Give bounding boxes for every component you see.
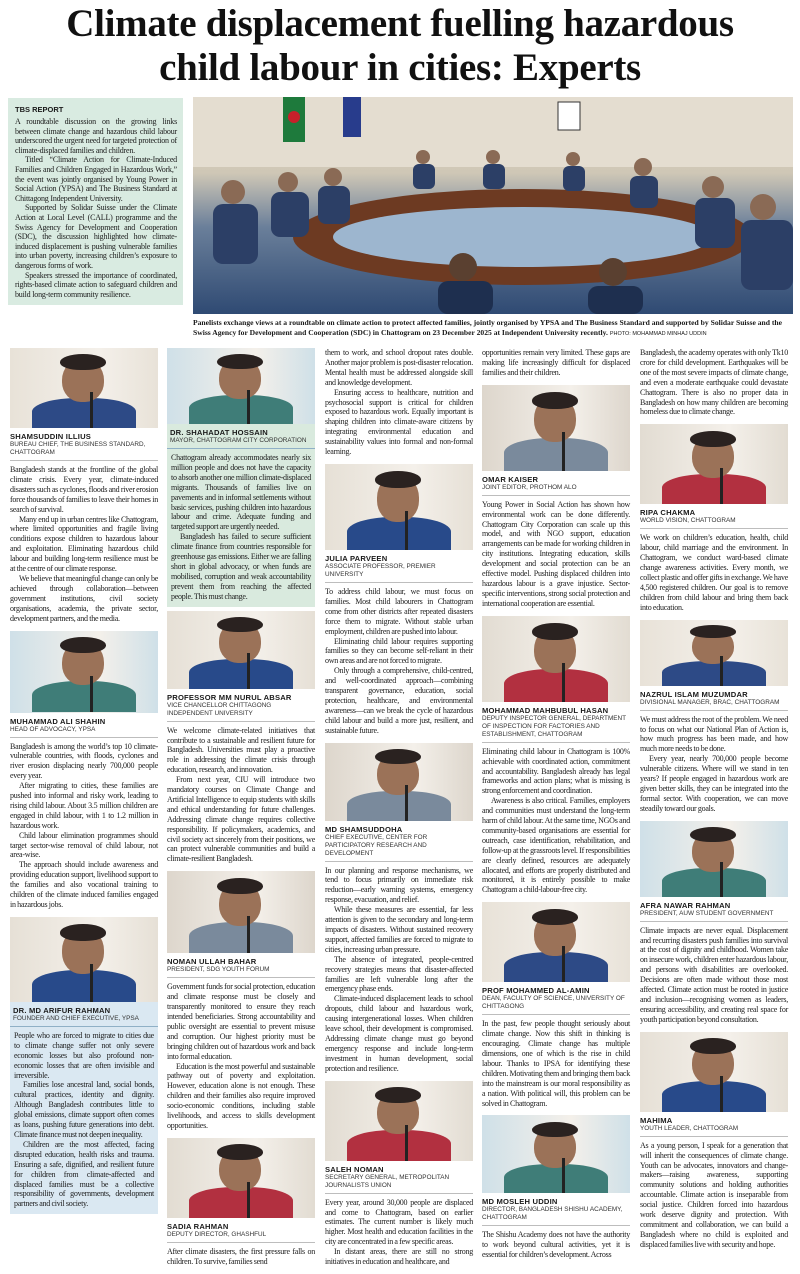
speaker-body-shape [504, 669, 608, 702]
quote-paragraph: Children are the most affected, facing disrupted education, health risks and trauma. Ensuring a safe, dignified, and resilient future for children from climate-affected and displaced families must be a collective responsibility of governments, development partners and civil society. [14, 1139, 154, 1209]
speaker-hair-shape [217, 1144, 263, 1160]
speaker-body-shape [189, 395, 293, 424]
speaker-name: MOHAMMAD MAHBUBUL HASAN [482, 705, 609, 715]
speaker-photo [10, 631, 158, 713]
intro-box [8, 98, 183, 305]
quote-paragraph: Eliminating child labour in Chattogram is 100% achievable with coordinated action, commitment and accountability. Bangladesh already has legal frameworks and action plans; what is missing is strong enforcement and coordination. [482, 746, 630, 796]
speaker-name: MD MOSLEH UDDIN [482, 1197, 558, 1207]
speaker-body-shape [504, 952, 608, 982]
quote-text [482, 747, 630, 896]
quote-paragraph: After migrating to cities, these families are pushed into informal and risky work, leading to rising child labour. About 3.5 million children are engaged in child labour, with 1 to 1.2 million in hazardous work. [10, 781, 158, 830]
quote-text [325, 348, 473, 457]
speaker-hair-shape [532, 392, 578, 409]
headline-line-1: Climate displacement fuelling hazardous [66, 2, 734, 45]
speaker-body-shape [32, 681, 136, 712]
speaker-name: SADIA RAHMAN [167, 1221, 229, 1231]
speaker-profile [167, 1138, 315, 1267]
quote-paragraph: Child labour elimination programmes should target sector-wise removal of child labour, not area-wise. [10, 830, 158, 860]
speaker-hair-shape [532, 909, 578, 925]
caption-text: Panelists exchange views at a roundtable on climate action to protect affected families, jointly organised by YPSA and The Business Standard and supported by Solidar Suisse and the Swiss Agency for Development and Cooperation (SDC) in Chattogram on 23 December 2025 at Independent University recently. [193, 318, 782, 337]
speaker-profile [482, 385, 630, 609]
quote-text [167, 1247, 315, 1267]
speaker-body-shape [504, 1164, 608, 1194]
quote-text [325, 866, 473, 1074]
speaker-title: FOUNDER AND CHIEF EXECUTIVE, YPSA [13, 1014, 139, 1022]
column-4 [482, 348, 630, 1267]
quote-paragraph: Bangladesh stands at the frontline of the global climate crisis. Every year, climate-induced disasters such as cyclones, floods and river erosion force thousands of families to leave their homes in search of survival. [10, 465, 158, 514]
speaker-profile [325, 464, 473, 736]
speaker-body-shape [662, 661, 766, 686]
quote-paragraph: To address child labour, we must focus on families. Most child labourers in Chattogram come from other districts after repeated disasters force them to migrate. Without stable urban employment, children are pushed into labour. [325, 586, 473, 636]
quote-text [10, 742, 158, 910]
speaker-photo [325, 743, 473, 821]
quote-paragraph: Bangladesh, the academy operates with only Tk10 crore for child development. Earthquakes will be one of the most severe impacts of climate change, and even a moderate earthquake could devastate Chattogram. There is also no proper data in Bangladesh on how many children are becoming homeless due to climate change. [640, 348, 788, 417]
quote-paragraph: People who are forced to migrate to cities due to climate change suffer not only severe economic losses but also profound non-economic losses that are often invisible and irreversible. [14, 1030, 154, 1080]
speaker-profile [325, 743, 473, 1074]
speaker-name: DR. SHAHADAT HOSSAIN [170, 428, 268, 437]
quote-paragraph: Ensuring access to healthcare, nutrition and psychosocial support is critical for children exposed to hazardous work. Equally important is shaping children into climate-aware citizens by integrating environmental education and sustainability values into formal and non-formal learning. [325, 387, 473, 457]
microphone-icon [247, 1182, 250, 1218]
quote-paragraph: Chattogram already accommodates nearly six million people and does not have the capacity to absorb another one million climate-displaced migrants. Thousands of families live on pavements and in informal settlements without basic services, pushing children into hazardous labour and crime. Adequate funding and targeted support are urgently needed. [171, 453, 311, 532]
speaker-title: DEPUTY DIRECTOR, GHASHFUL [167, 1230, 267, 1238]
intro-paragraph: Supported by Solidar Suisse under the Climate Action at Local Level (CALL) programme and the Swiss Agency for Development and Cooperation (SDC), the discussion highlighted how climate-induced displacement is pushing vulnerable families into urban poverty, increasing children’s exposure to dangerous forms of work. [15, 203, 177, 270]
quote-text [482, 1230, 630, 1260]
quote-paragraph: We believe that meaningful change can only be achieved through collaboration—between government institutions, civil society organisations, academia, the private sector, development partners, and the media. [10, 573, 158, 623]
speaker-hair-shape [375, 1087, 421, 1103]
speaker-photo [10, 917, 158, 1002]
speaker-body-shape [189, 922, 293, 953]
quote-paragraph: Awareness is also critical. Families, employers and communities must understand the long-term harm of child labour. At the same time, NGOs and community-based organisations are essential for outreach, case identification, rehabilitation, and follow-up at the grassroots level. If responsibilities are clearly defined, resources are adequately allocated, and efforts are properly distributed and monitored, it is entirely possible to make Chattogram a child-labour-free city. [482, 796, 630, 895]
divider [482, 1225, 630, 1226]
quote-text [640, 348, 788, 417]
quote-paragraph: Bangladesh is among the world’s top 10 climate-vulnerable countries, with floods, cyclones and river erosion displacing nearly 700,000 people every year. [10, 741, 158, 781]
quote-text [482, 348, 630, 378]
speaker-profile [482, 902, 630, 1108]
speaker-title: BUREAU CHIEF, THE BUSINESS STANDARD, CHATTOGRAM [10, 441, 146, 456]
speaker-profile [640, 424, 788, 612]
quote-text [640, 533, 788, 612]
quote-paragraph: opportunities remain very limited. These gaps are making life increasingly difficult for displaced families and their children. [482, 348, 630, 377]
speaker-photo [325, 464, 473, 550]
speaker-photo [10, 348, 158, 428]
speaker-title: PRESIDENT, SDG YOUTH FORUM [167, 966, 270, 974]
microphone-icon [247, 653, 250, 688]
speaker-profile [10, 348, 158, 624]
speaker-hair-shape [217, 354, 263, 369]
quote-paragraph: Only through a comprehensive, child-centred, and well-coordinated approach—combining transparent governance, education, social protection, healthcare, and environmental awareness—can we break the cycle of hazardous child labour and build a more just, resilient, and sustainable future. [325, 666, 473, 735]
speaker-hair-shape [217, 617, 263, 633]
headline-line-2: child labour in cities: Experts [159, 46, 641, 89]
speaker-body-shape [32, 398, 136, 428]
microphone-icon [720, 468, 723, 504]
speaker-profile [640, 1032, 788, 1250]
quote-text [10, 1031, 158, 1209]
microphone-icon [90, 964, 93, 1002]
speaker-photo [482, 1115, 630, 1193]
speaker-profile [640, 620, 788, 814]
speaker-profile [482, 1115, 630, 1260]
microphone-icon [562, 1158, 565, 1193]
speaker-hair-shape [217, 878, 263, 894]
divider [167, 977, 315, 978]
speaker-profile [10, 917, 158, 1214]
speaker-title: DEAN, FACULTY OF SCIENCE, UNIVERSITY OF CHITTAGONG [482, 995, 625, 1011]
speaker-name: MUHAMMAD ALI SHAHIN [10, 716, 106, 726]
quote-paragraph: While these measures are essential, far less attention is given to the secondary and long-term impacts of disasters. Without sustained recovery support, affected families are forced to migrate to cities, increasing urban pressure. [325, 905, 473, 954]
speaker-profile [640, 821, 788, 1025]
microphone-icon [405, 785, 408, 820]
microphone-icon [247, 390, 250, 424]
speaker-name: JULIA PARVEEN [325, 553, 388, 563]
quote-paragraph: We work on children’s education, health, child labour, child marriage and the environment. In Chattogram, we conduct ward-based climate change awareness activities. Every month, we collect plastic and offer gifts in exchange. We have 4,500 registered children. Our goal is to remove children from child labour and bring them back into education. [640, 533, 788, 612]
speaker-body-shape [504, 438, 608, 471]
speaker-title: HEAD OF ADVOCACY, YPSA [10, 725, 96, 733]
quote-paragraph: After climate disasters, the first pressure falls on children. To survive, families send [167, 1246, 315, 1266]
speaker-title: JOINT EDITOR, PROTHOM ALO [482, 483, 577, 491]
speaker-photo [640, 424, 788, 504]
speaker-body-shape [347, 791, 451, 821]
speaker-body-shape [32, 970, 136, 1002]
speaker-photo [640, 620, 788, 686]
microphone-icon [405, 1125, 408, 1161]
divider [10, 737, 158, 738]
speaker-photo [482, 616, 630, 702]
speaker-title: DIVISIONAL MANAGER, BRAC, CHATTOGRAM [640, 698, 780, 706]
speaker-hair-shape [60, 354, 106, 370]
divider [10, 1026, 158, 1027]
quote-paragraph: Every year, nearly 700,000 people become vulnerable citizens. Where will we stand in ten years? If people engaged in hazardous work are given better skills, they can be integrated into the formal sector. With cooperation, we can move steadily toward our goals. [640, 754, 788, 813]
quote-paragraph: Every year, around 30,000 people are displaced and come to Chattogram, based on earlier estimates. The current number is likely much higher. Most health and education facilities in the city are concentrated in a few specific areas. [325, 1197, 473, 1247]
speaker-profile [167, 871, 315, 1131]
speaker-title: YOUTH LEADER, CHATTOGRAM [640, 1124, 739, 1132]
divider [167, 448, 315, 449]
speaker-photo [640, 821, 788, 897]
speaker-title: PRESIDENT, AUW STUDENT GOVERNMENT [640, 909, 774, 917]
speaker-hair-shape [375, 749, 421, 765]
speaker-name: MD SHAMSUDDOHA [325, 824, 403, 834]
quote-paragraph: In distant areas, there are still no strong initiatives in education and healthcare, and [325, 1247, 473, 1267]
quote-text [167, 453, 315, 602]
speaker-name: NOMAN ULLAH BAHAR [167, 957, 257, 967]
speaker-name: NAZRUL ISLAM MUZUMDAR [640, 689, 748, 699]
intro-paragraph: Titled “Climate Action for Climate-Induced Families and Children Engaged in Hazardous Work,” the event was jointly organised by Young Power in Social Action (YPSA) and The Business Standard at Chittagong Independent University. [15, 155, 177, 203]
speaker-photo [167, 348, 315, 424]
speaker-title: VICE CHANCELLOR CHITTAGONG INDEPENDENT UNIVERSITY [167, 701, 272, 717]
divider [640, 921, 788, 922]
quote-text [10, 465, 158, 624]
roundtable-photo [193, 97, 793, 314]
speaker-name: RIPA CHAKMA [640, 508, 696, 518]
speaker-profile [10, 631, 158, 910]
speaker-photo [167, 1138, 315, 1218]
quote-text [167, 982, 315, 1131]
speaker-hair-shape [690, 431, 736, 447]
speaker-hair-shape [532, 623, 578, 640]
headline [0, 2, 800, 90]
quote-text [482, 500, 630, 609]
speaker-photo [482, 385, 630, 471]
divider [325, 582, 473, 583]
speaker-body-shape [662, 868, 766, 897]
speaker-title: WORLD VISION, CHATTOGRAM [640, 517, 736, 525]
speaker-body-shape [189, 659, 293, 689]
quote-paragraph: Education is the most powerful and sustainable pathway out of poverty and exploitation. However, education alone is not enough. These children and their families also require improved socio-economic conditions, including stable livelihoods, and access to skills development opportunities. [167, 1061, 315, 1130]
speaker-hair-shape [690, 625, 736, 638]
quote-text [167, 726, 315, 865]
quote-paragraph: Families lose ancestral land, social bonds, cultural practices, identity and dignity. Although Bangladesh contributes little to global emissions, climate support often comes as loans, pushing future generations into debt. Climate finance must not deepen inequality. [14, 1080, 154, 1139]
quote-paragraph: As a young person, I speak for a generation that will inherit the consequences of climate change. Youth can be advocates, innovators and change-makers—raising awareness, supporting community solutions and holding authorities accountable. Climate action is inseparable from social justice. Children forced into hazardous work deserve dignity and protection. With commitment and collaboration, we can build a Bangladesh where no child is exploited and displaced families live with security and hope. [640, 1140, 788, 1249]
speaker-title: MAYOR, CHATTOGRAM CITY CORPORATION [170, 437, 307, 444]
speaker-profile [482, 616, 630, 896]
column-2 [167, 348, 315, 1274]
quote-text [640, 926, 788, 1025]
speaker-photo [325, 1081, 473, 1161]
photo-caption [193, 318, 793, 339]
speaker-name: DR. MD ARIFUR RAHMAN [13, 1005, 111, 1015]
speaker-profile [325, 1081, 473, 1267]
speaker-hair-shape [375, 471, 421, 488]
speaker-profile [167, 348, 315, 607]
photo-credit: PHOTO: MOHAMMAD MINHAJ UDDIN [609, 330, 707, 337]
speaker-title: ASSOCIATE PROFESSOR, PREMIER UNIVERSITY [325, 562, 436, 578]
intro-kicker: TBS REPORT [15, 105, 64, 114]
quote-text [640, 1141, 788, 1250]
quote-paragraph: Young Power in Social Action has shown how environmental work can be done differently. Chattogram City Corporation can scale up this model, and with NGO support, education arrangements can be made for working children in city institutions. Integrating education, skills development and social protection can be an effective model. Pushing displaced children into hazardous labour is a grave injustice. Sector-specific interventions, strong social protection and international cooperation are essential. [482, 499, 630, 608]
microphone-icon [90, 392, 93, 428]
column-3 [325, 348, 473, 1274]
quote-paragraph: Climate impacts are never equal. Displacement and recurring disasters push families into survival at the cost of dignity and childhood. Women take on insecure work, children enter hazardous labour, and persons with disabilities are overlooked. Decisions are often made without those most affected. Climate action must be rooted in justice and inclusion—recognising women as leaders, ensuring accessibility, and creating real space for youth participation beyond consultation. [640, 925, 788, 1024]
quote-text [482, 1019, 630, 1108]
quote-text [640, 715, 788, 814]
speaker-hair-shape [60, 924, 106, 941]
divider [167, 721, 315, 722]
column-5 [640, 348, 788, 1257]
column-1 [10, 348, 158, 1218]
speaker-title: DEPUTY INSPECTOR GENERAL, DEPARTMENT OF INSPECTION FOR FACTORIES AND ESTABLISHMENT, CHATTOGRAM [482, 714, 626, 738]
divider [482, 742, 630, 743]
quote-paragraph: From next year, CIU will introduce two mandatory courses on Climate Change and Artificial Intelligence to equip students with skills and ethical understanding for future challenges. Addressing climate change requires collective responsibility. If policymakers, academics, and civil society act sincerely from their positions, we can protect vulnerable communities and build a climate-resilient Bangladesh. [167, 775, 315, 864]
speaker-photo [482, 902, 630, 982]
quote-paragraph: Government funds for social protection, education and climate response must be closely and transparently monitored to ensure they reach intended beneficiaries. Strong accountability and public oversight are essential to prevent misuse and corruption. Our highest priority must be bringing children out of hazardous work and back into formal education. [167, 982, 315, 1061]
speaker-title: CHIEF EXECUTIVE, CENTER FOR PARTICIPATORY RESEARCH AND DEVELOPMENT [325, 833, 428, 857]
speaker-name: MAHIMA [640, 1115, 673, 1125]
speaker-hair-shape [690, 1038, 736, 1054]
divider [325, 1193, 473, 1194]
divider [640, 528, 788, 529]
speaker-name: AFRA NAWAR RAHMAN [640, 900, 731, 910]
speaker-title: SECRETARY GENERAL, METROPOLITAN JOURNALISTS UNION [325, 1173, 450, 1189]
microphone-icon [405, 511, 408, 550]
quote-paragraph: The approach should include awareness and providing education support, livelihood support to the families and also vocational training to children of the climate induced families engaged in hazardous jobs. [10, 860, 158, 909]
speaker-title: DIRECTOR, BANGLADESH SHISHU ACADEMY, CHATTOGRAM [482, 1206, 623, 1222]
quote-paragraph: Many end up in urban centres like Chattogram, where limited opportunities and fragile living conditions expose children to hazardous labour and exploitation. Eliminating hazardous child labour and building long-term resilience must be at the centre of our climate response. [10, 514, 158, 574]
quote-text [325, 587, 473, 736]
quote-text [325, 1198, 473, 1267]
speaker-body-shape [189, 1187, 293, 1217]
quote-paragraph: In the past, few people thought seriously about climate change. Now this shift in thinking is encouraging. Climate change has multiple dimensions, one of which is the rise in child labour. Thanks to IPSA for identifying these children. Motivating them and bringing them back into the mainstream is our moral responsibility as a nation. With political will, this problem can be solved in Chattogram. [482, 1019, 630, 1108]
quote-paragraph: We welcome climate-related initiatives that contribute to a sustainable and resilient future for Bangladesh. Universities must play a proactive role in addressing the climate crisis through education, research, and innovation. [167, 725, 315, 775]
speaker-name: SALEH NOMAN [325, 1164, 384, 1174]
speaker-hair-shape [60, 637, 106, 653]
quote-paragraph: Bangladesh has failed to secure sufficient climate finance from countries responsible for greenhouse gas emissions. Either we are falling short in global advocacy, or when funds are mobilised, corruption and weak accountability prevent them from reaching the affected people. This must change. [171, 532, 311, 601]
quote-paragraph: The absence of integrated, people-centred recovery strategies means that disaster-affected families are left vulnerable long after the emergency phase ends. [325, 954, 473, 994]
quote-paragraph: them to work, and school dropout rates double. Another major problem is post-disaster relocation. Mental health must be addressed alongside skill and knowledge development. [325, 348, 473, 387]
speaker-body-shape [347, 1130, 451, 1160]
quote-paragraph: In our planning and response mechanisms, we tend to focus primarily on immediate risk reduction—early warning systems, emergency response, evacuation, and relief. [325, 865, 473, 905]
microphone-icon [562, 663, 565, 702]
microphone-icon [562, 432, 565, 471]
divider [640, 710, 788, 711]
divider [167, 1242, 315, 1243]
speaker-photo [640, 1032, 788, 1112]
divider [482, 1014, 630, 1015]
divider [482, 495, 630, 496]
microphone-icon [720, 862, 723, 896]
quote-paragraph: The Shishu Academy does not have the authority to work beyond cultural activities, yet it is essential for children’s development. Across [482, 1230, 630, 1260]
microphone-icon [720, 656, 723, 686]
speaker-photo [167, 611, 315, 689]
quote-paragraph: Climate-induced displacement leads to school dropouts, child labour and hazardous work, causing intergenerational losses. When children leave school, their development is compromised. Addressing climate change must go beyond emergency response and include long-term investment in human development, social protection and resilience. [325, 994, 473, 1073]
speaker-name: OMAR KAISER [482, 474, 539, 484]
speaker-hair-shape [690, 827, 736, 842]
speaker-body-shape [662, 474, 766, 504]
speaker-body-shape [347, 517, 451, 550]
quote-paragraph: Eliminating child labour requires supporting families so they can become self-reliant in their own areas and are not forced to migrate. [325, 636, 473, 666]
intro-paragraph: A roundtable discussion on the growing links between climate change and hazardous child labour underscored the urgent need for targeted protection of climate-displaced families and children. [15, 117, 177, 155]
divider [10, 460, 158, 461]
microphone-icon [562, 946, 565, 982]
speaker-name: SHAMSUDDIN ILLIUS [10, 432, 92, 441]
microphone-icon [247, 916, 250, 953]
divider [640, 1136, 788, 1137]
quote-paragraph: We must address the root of the problem. We need to focus on what our National Plan of Action is, how much progress has been made, and how much more needs to be done. [640, 714, 788, 754]
divider [325, 861, 473, 862]
speaker-body-shape [662, 1081, 766, 1111]
speaker-name: PROFESSOR MM NURUL ABSAR [167, 692, 292, 702]
speaker-photo [167, 871, 315, 953]
roundtable-photo-illustration [193, 97, 793, 314]
speaker-hair-shape [532, 1122, 578, 1138]
speaker-name: PROF MOHAMMED AL-AMIN [482, 986, 590, 996]
microphone-icon [90, 676, 93, 713]
microphone-icon [720, 1076, 723, 1112]
speaker-profile [167, 611, 315, 865]
intro-paragraph: Speakers stressed the importance of coordinated, rights-based climate action to safeguard children and build long-term community resilience. [15, 270, 177, 299]
